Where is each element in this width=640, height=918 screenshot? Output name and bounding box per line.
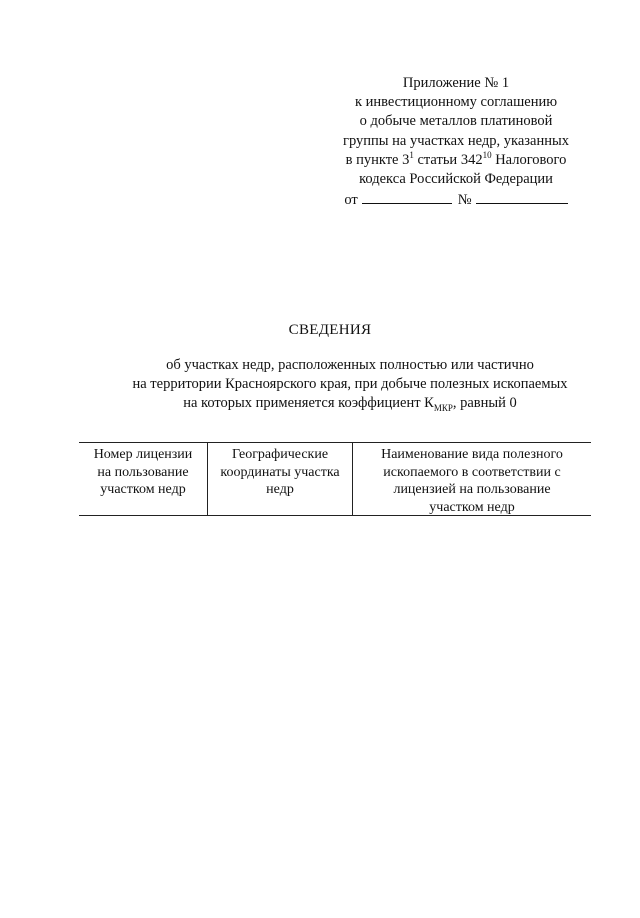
number-label: № [457,192,472,209]
header-cell-line: Географические [231,447,329,462]
appendix-line-6: кодекса Российской Федерации [359,171,553,188]
appendix-line-4: группы на участках недр, указанных [343,132,569,149]
header-cell-line: недр [266,482,294,497]
table-header-license-number [79,443,208,515]
appendix-line-3: о добыче металлов платиновой [359,113,553,130]
date-number-line [326,189,586,210]
header-cell-line: на пользование [97,464,189,480]
article-superscript: 10 [482,149,492,160]
document-subtitle [20,356,640,413]
point-text-3: Налогового [491,151,567,168]
header-cell-line: ископаемого в соответствии с [383,464,561,480]
license-table [79,442,591,516]
header-cell-line: участком недр [429,499,515,515]
point-superscript: 1 [409,149,414,160]
appendix-header [326,74,586,210]
date-blank [362,189,452,204]
appendix-line-5 [326,151,586,170]
header-cell-line: Наименование вида полезного [381,447,563,462]
header-cell-line: участком недр [100,482,186,497]
header-cell-line: Номер лицензии [93,447,193,462]
document-title: СВЕДЕНИЯ [288,322,372,338]
subtitle-line-2: на территории Красноярского края, при добыче полезных ископаемых [132,376,568,392]
point-text-1: в пункте 3 [345,151,410,168]
subtitle-line-3-tail: , равный 0 [452,395,517,411]
subtitle-line-3 [20,394,640,413]
table-header-mineral-type [353,443,591,515]
table-header-coordinates [208,443,353,515]
number-blank [476,189,568,204]
coefficient-subscript: МКР [433,402,453,413]
subtitle-line-1: об участках недр, расположенных полностью или частично [166,357,534,373]
date-label: от [344,192,358,209]
appendix-line-1: Приложение № 1 [402,75,510,91]
header-cell-line: координаты участка [220,464,340,480]
header-cell-line: лицензией на пользование [393,482,551,497]
appendix-line-2: к инвестиционному соглашению [354,94,558,111]
point-text-2: статьи 342 [413,151,483,168]
subtitle-line-3-text: на которых применяется коэффициент К [183,395,434,411]
